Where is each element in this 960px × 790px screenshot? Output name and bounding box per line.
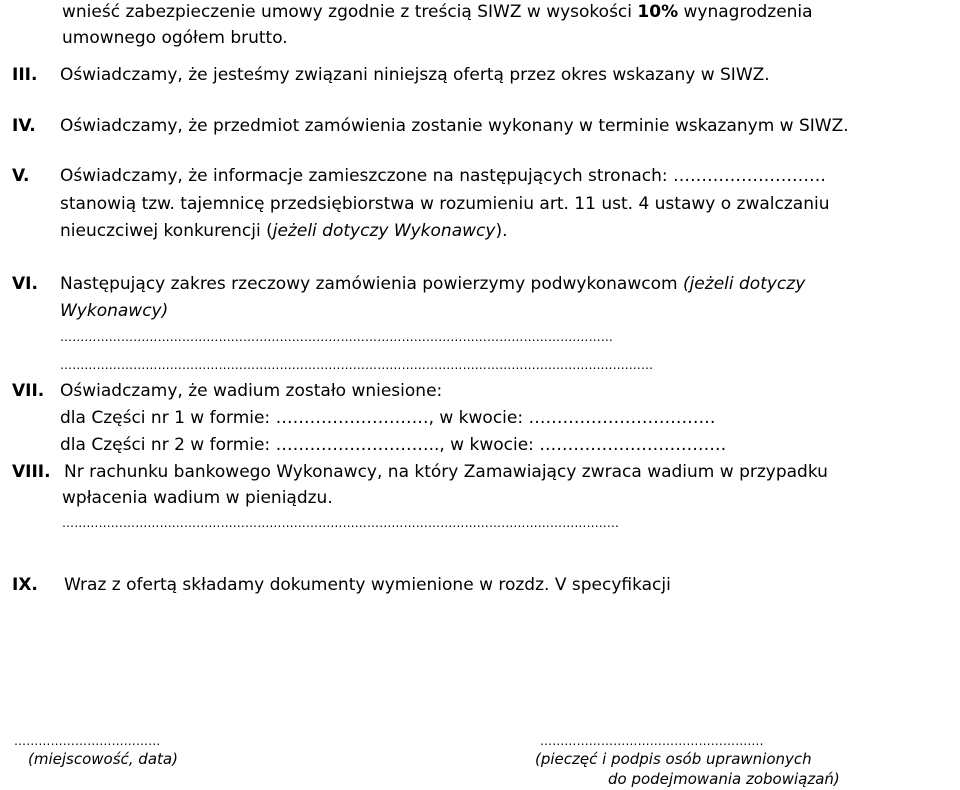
section-number-6: VI. <box>12 274 38 294</box>
section-number-7: VII. <box>12 381 45 401</box>
intro-text-a: wnieść zabezpieczenie umowy zgodnie z treścią SIWZ w wysokości <box>62 2 638 22</box>
section-number-3: III. <box>12 65 38 85</box>
signature-right-label-2: do podejmowania zobowiązań) <box>608 770 840 788</box>
section-7-line-2: dla Części nr 1 w formie: ………………………, w kwocie: …………………………… <box>60 408 716 428</box>
section-5-text-a: nieuczciwej konkurencji ( <box>60 221 273 241</box>
section-5-line-2: stanowią tzw. tajemnicę przedsiębiorstwa w rozumieniu art. 11 ust. 4 ustawy o zwalczaniu <box>60 194 830 214</box>
section-8-line-1: Nr rachunku bankowego Wykonawcy, na który Zamawiający zwraca wadium w przypadku <box>64 462 828 482</box>
section-6-italic-a: (jeżeli dotyczy <box>682 274 806 294</box>
section-9-text: Wraz z ofertą składamy dokumenty wymienione w rozdz. V specyfikacji <box>64 575 671 595</box>
section-5-italic: jeżeli dotyczy Wykonawcy <box>272 221 496 241</box>
section-8-dotted-line: ……………………………………………………………………………………………………………………….. <box>62 516 620 530</box>
section-number-8: VIII. <box>12 462 51 482</box>
section-8-line-2: wpłacenia wadium w pieniądzu. <box>62 488 333 508</box>
section-5-line-3 <box>60 223 507 240</box>
section-6-line-1 <box>60 276 805 293</box>
intro-text-b: wynagrodzenia <box>678 2 813 22</box>
signature-right-label-1: (pieczęć i podpis osób uprawnionych <box>535 750 812 768</box>
intro-line-2: umownego ogółem brutto. <box>62 28 288 48</box>
section-number-5: V. <box>12 166 30 186</box>
signature-left-dots: ……………………………… <box>14 734 161 748</box>
section-6-text: Następujący zakres rzeczowy zamówienia powierzymy podwykonawcom <box>60 274 683 294</box>
section-number-4: IV. <box>12 116 36 136</box>
signature-right-dots: ………………………………………………. <box>540 734 764 748</box>
section-5-text-b: ). <box>495 221 508 241</box>
section-6-dotted-line-1: …………………………………………………………………………………………………………….………… <box>60 330 614 344</box>
section-3-text: Oświadczamy, że jesteśmy związani niniejszą ofertą przez okres wskazany w SIWZ. <box>60 65 770 85</box>
signature-left-label: (miejscowość, data) <box>28 750 178 768</box>
section-4-text: Oświadczamy, że przedmiot zamówienia zostanie wykonany w terminie wskazanym w SIWZ. <box>60 116 849 136</box>
section-7-line-3: dla Części nr 2 w formie: ……………………….., w kwocie: …………………………… <box>60 435 727 455</box>
section-7-line-1: Oświadczamy, że wadium zostało wniesione: <box>60 381 443 401</box>
section-5-line-1: Oświadczamy, że informacje zamieszczone na następujących stronach: ……………………… <box>60 166 827 186</box>
intro-percent: 10% <box>637 2 679 22</box>
section-number-9: IX. <box>12 575 38 595</box>
section-6-dotted-line-2: ……………………………………………………………………………………………………….…………..........…… <box>60 358 654 372</box>
intro-line-1 <box>62 4 813 21</box>
section-6-line-2: Wykonawcy) <box>60 301 169 321</box>
